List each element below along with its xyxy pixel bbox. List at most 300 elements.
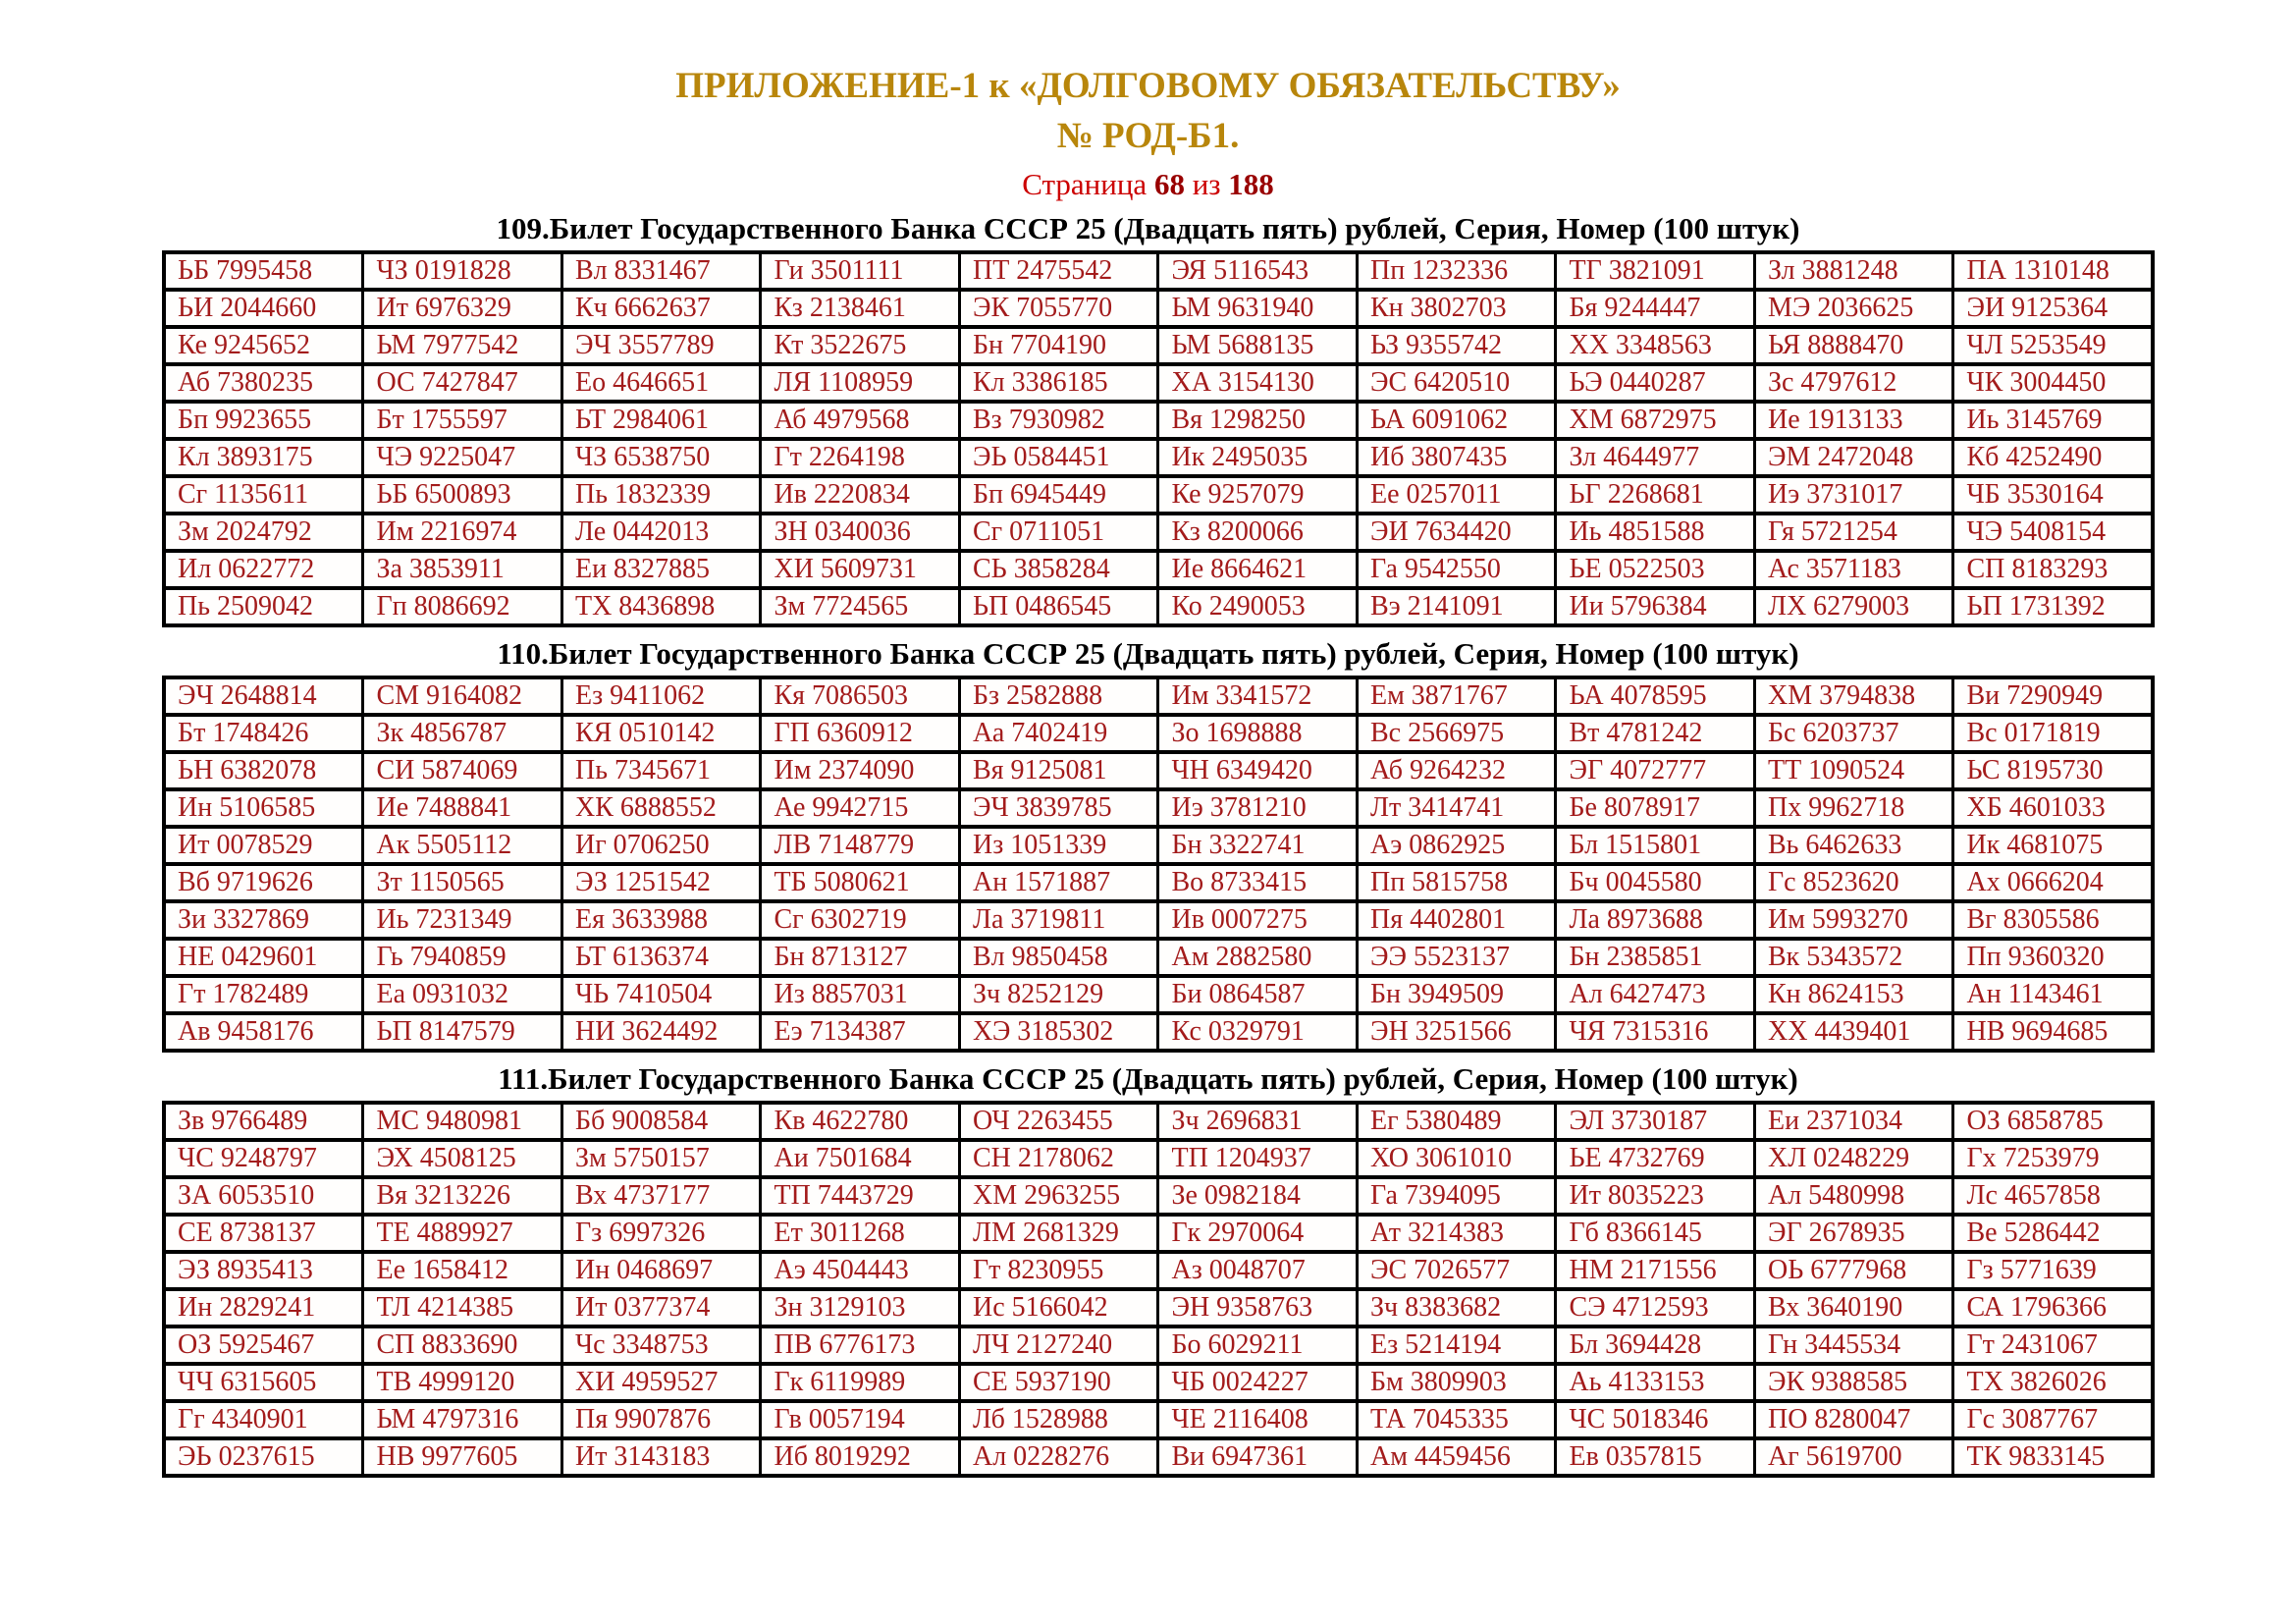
serial-cell: ЬМ 9631940 [1158,290,1358,327]
serial-cell: Бн 3322741 [1158,827,1358,864]
serial-cell: ЧЯ 7315316 [1556,1013,1755,1051]
serial-cell: Бч 0045580 [1556,864,1755,901]
serial-cell: НВ 9977605 [363,1438,562,1476]
serial-cell: Гх 7253979 [1953,1140,2153,1177]
serial-cell: Сг 1135611 [164,476,363,514]
serial-cell: Зт 1150565 [363,864,562,901]
table-row [164,1326,2153,1364]
serial-cell: Гь 7940859 [363,939,562,976]
serial-cell: Бн 8713127 [761,939,960,976]
serial-cell: Ан 1143461 [1953,976,2153,1013]
serial-cell: ЬМ 7977542 [363,327,562,364]
serial-cell: ЛЧ 2127240 [959,1326,1158,1364]
serial-cell: ЬЗ 9355742 [1357,327,1556,364]
serial-cell: Гт 2431067 [1953,1326,2153,1364]
serial-cell: ТА 7045335 [1357,1401,1556,1438]
serial-cell: ЬН 6382078 [164,752,363,789]
serial-cell: ЬМ 5688135 [1158,327,1358,364]
table-row [164,752,2153,789]
serial-cell: ЧС 5018346 [1556,1401,1755,1438]
serial-cell: Ал 6427473 [1556,976,1755,1013]
serial-cell: Ил 0622772 [164,551,363,588]
table-row [164,1252,2153,1289]
serial-cell: Ии 5796384 [1556,588,1755,625]
serial-cell: Иг 0706250 [561,827,761,864]
serial-cell: ЬП 1731392 [1953,588,2153,625]
serial-cell: Гк 6119989 [761,1364,960,1401]
serial-cell: Ит 8035223 [1556,1177,1755,1215]
table-row [164,827,2153,864]
serial-cell: Пь 7345671 [561,752,761,789]
serial-cell: Ам 2882580 [1158,939,1358,976]
serial-cell: ХИ 4959527 [561,1364,761,1401]
serial-cell: Ав 9458176 [164,1013,363,1051]
serial-cell: ЭЗ 8935413 [164,1252,363,1289]
serial-cell: Еи 2371034 [1754,1103,1953,1140]
serial-cell: ХО 3061010 [1357,1140,1556,1177]
serial-cell: Зм 2024792 [164,514,363,551]
serial-cell: Кт 3522675 [761,327,960,364]
serial-cell: ЭЭ 5523137 [1357,939,1556,976]
serial-cell: Ин 2829241 [164,1289,363,1326]
serial-cell: Иь 7231349 [363,901,562,939]
serial-cell: Ги 3501111 [761,252,960,290]
table-row [164,252,2153,290]
serial-cell: Еа 0931032 [363,976,562,1013]
serial-cell: Пх 9962718 [1754,789,1953,827]
serial-cell: Ев 0357815 [1556,1438,1755,1476]
table-row [164,1215,2153,1252]
serial-cell: ЭИ 7634420 [1357,514,1556,551]
serial-cell: Гн 3445534 [1754,1326,1953,1364]
serial-table-109 [162,250,2155,627]
serial-cell: Ах 0666204 [1953,864,2153,901]
serial-cell: Кз 2138461 [761,290,960,327]
serial-cell: ЭС 7026577 [1357,1252,1556,1289]
serial-cell: ЭЛ 3730187 [1556,1103,1755,1140]
serial-cell: Кб 4252490 [1953,439,2153,476]
serial-cell: ЧЕ 2116408 [1158,1401,1358,1438]
table-row [164,789,2153,827]
serial-cell: ЛМ 2681329 [959,1215,1158,1252]
serial-cell: Кн 3802703 [1357,290,1556,327]
serial-cell: Гг 4340901 [164,1401,363,1438]
serial-cell: Ит 0377374 [561,1289,761,1326]
serial-cell: Гб 8366145 [1556,1215,1755,1252]
serial-cell: Зи 3327869 [164,901,363,939]
serial-cell: Вк 5343572 [1754,939,1953,976]
serial-cell: Га 9542550 [1357,551,1556,588]
serial-cell: Гя 5721254 [1754,514,1953,551]
serial-cell: ЬТ 2984061 [561,402,761,439]
serial-cell: Гс 8523620 [1754,864,1953,901]
serial-cell: Вт 4781242 [1556,715,1755,752]
serial-cell: Ис 5166042 [959,1289,1158,1326]
serial-cell: Зв 9766489 [164,1103,363,1140]
serial-cell: Иб 3807435 [1357,439,1556,476]
serial-cell: ЬА 4078595 [1556,677,1755,715]
serial-cell: Иэ 3731017 [1754,476,1953,514]
serial-cell: Из 8857031 [761,976,960,1013]
serial-cell: ХК 6888552 [561,789,761,827]
page-of-word: из [1192,167,1221,201]
serial-cell: ЧЗ 6538750 [561,439,761,476]
serial-cell: Ам 4459456 [1357,1438,1556,1476]
serial-cell: ХМ 6872975 [1556,402,1755,439]
serial-cell: ЬМ 4797316 [363,1401,562,1438]
serial-cell: Вх 3640190 [1754,1289,1953,1326]
serial-cell: Гс 3087767 [1953,1401,2153,1438]
table-row [164,1013,2153,1051]
serial-cell: ЧК 3004450 [1953,364,2153,402]
serial-cell: Бт 1755597 [363,402,562,439]
serial-cell: Иь 3145769 [1953,402,2153,439]
serial-cell: Га 7394095 [1357,1177,1556,1215]
table-row [164,1364,2153,1401]
serial-cell: Зс 4797612 [1754,364,1953,402]
serial-cell: Бл 3694428 [1556,1326,1755,1364]
serial-cell: Бо 6029211 [1158,1326,1358,1364]
serial-cell: Бн 7704190 [959,327,1158,364]
table-row [164,439,2153,476]
serial-cell: ОЗ 6858785 [1953,1103,2153,1140]
table-title-111: 111.Билет Государственного Банка СССР 25 (Двадцать пять) рублей, Серия, Номер (100 штук) [498,1061,1798,1096]
serial-cell: ТП 7443729 [761,1177,960,1215]
serial-cell: Аг 5619700 [1754,1438,1953,1476]
serial-cell: ЭС 6420510 [1357,364,1556,402]
serial-cell: Пп 9360320 [1953,939,2153,976]
serial-cell: СН 2178062 [959,1140,1158,1177]
serial-cell: ТБ 5080621 [761,864,960,901]
serial-cell: Гз 6997326 [561,1215,761,1252]
serial-cell: Ик 4681075 [1953,827,2153,864]
serial-cell: Зл 4644977 [1556,439,1755,476]
serial-cell: ТХ 8436898 [561,588,761,625]
serial-cell: Ак 5505112 [363,827,562,864]
serial-cell: Аа 7402419 [959,715,1158,752]
serial-cell: Кз 8200066 [1158,514,1358,551]
serial-cell: Ив 0007275 [1158,901,1358,939]
serial-cell: Иэ 3781210 [1158,789,1358,827]
serial-cell: Им 2374090 [761,752,960,789]
serial-cell: НВ 9694685 [1953,1013,2153,1051]
serial-cell: Кв 4622780 [761,1103,960,1140]
serial-cell: Лт 3414741 [1357,789,1556,827]
serial-cell: Лб 1528988 [959,1401,1158,1438]
serial-cell: ЭЧ 3557789 [561,327,761,364]
serial-cell: СЕ 8738137 [164,1215,363,1252]
serial-cell: Вг 8305586 [1953,901,2153,939]
serial-cell: Ит 0078529 [164,827,363,864]
serial-cell: ЧН 6349420 [1158,752,1358,789]
serial-cell: Ез 9411062 [561,677,761,715]
serial-cell: Аэ 0862925 [1357,827,1556,864]
serial-cell: Иб 8019292 [761,1438,960,1476]
table-row [164,402,2153,439]
serial-cell: Пь 2509042 [164,588,363,625]
page-word: Страница [1022,167,1148,201]
serial-cell: ЬИ 2044660 [164,290,363,327]
table-row [164,290,2153,327]
serial-cell: ЭГ 2678935 [1754,1215,1953,1252]
serial-cell: ЧБ 3530164 [1953,476,2153,514]
serial-cell: ХХ 4439401 [1754,1013,1953,1051]
serial-cell: ТП 1204937 [1158,1140,1358,1177]
serial-cell: Ко 2490053 [1158,588,1358,625]
serial-cell: Зм 5750157 [561,1140,761,1177]
table-row [164,1140,2153,1177]
serial-cell: ХМ 2963255 [959,1177,1158,1215]
serial-cell: ХБ 4601033 [1953,789,2153,827]
table-row [164,327,2153,364]
serial-cell: Сг 6302719 [761,901,960,939]
serial-cell: ЧЬ 7410504 [561,976,761,1013]
serial-cell: ЧЗ 0191828 [363,252,562,290]
serial-cell: Кн 8624153 [1754,976,1953,1013]
serial-cell: ПТ 2475542 [959,252,1158,290]
serial-cell: Гт 2264198 [761,439,960,476]
serial-cell: Ке 9245652 [164,327,363,364]
serial-cell: ХМ 3794838 [1754,677,1953,715]
serial-cell: Из 1051339 [959,827,1158,864]
serial-cell: Зч 2696831 [1158,1103,1358,1140]
serial-cell: Ви 6947361 [1158,1438,1358,1476]
serial-cell: За 3853911 [363,551,562,588]
serial-cell: ЛВ 7148779 [761,827,960,864]
serial-cell: Бл 1515801 [1556,827,1755,864]
serial-cell: Во 8733415 [1158,864,1358,901]
serial-cell: ТГ 3821091 [1556,252,1755,290]
serial-cell: Иь 4851588 [1556,514,1755,551]
serial-cell: Ан 1571887 [959,864,1158,901]
serial-cell: Ие 8664621 [1158,551,1358,588]
serial-cell: ЧС 9248797 [164,1140,363,1177]
serial-cell: Ет 3011268 [761,1215,960,1252]
serial-cell: Ив 2220834 [761,476,960,514]
serial-cell: ЧБ 0024227 [1158,1364,1358,1401]
serial-cell: ХИ 5609731 [761,551,960,588]
serial-cell: ЧЭ 5408154 [1953,514,2153,551]
serial-cell: Ит 3143183 [561,1438,761,1476]
serial-cell: Им 3341572 [1158,677,1358,715]
serial-cell: Ас 3571183 [1754,551,1953,588]
serial-cell: ХХ 3348563 [1556,327,1755,364]
serial-cell: ЬА 6091062 [1357,402,1556,439]
table-row [164,901,2153,939]
serial-cell: Бм 3809903 [1357,1364,1556,1401]
serial-cell: Вэ 2141091 [1357,588,1556,625]
serial-cell: Гв 0057194 [761,1401,960,1438]
serial-cell: Аб 7380235 [164,364,363,402]
serial-cell: СЕ 5937190 [959,1364,1158,1401]
serial-cell: ОС 7427847 [363,364,562,402]
serial-cell: КЯ 0510142 [561,715,761,752]
table-row [164,551,2153,588]
serial-cell: СП 8833690 [363,1326,562,1364]
serial-cell: ЬП 0486545 [959,588,1158,625]
serial-cell: Аб 9264232 [1357,752,1556,789]
serial-cell: Ик 2495035 [1158,439,1358,476]
serial-cell: ЬЭ 0440287 [1556,364,1755,402]
serial-cell: Аб 4979568 [761,402,960,439]
serial-cell: ЧЧ 6315605 [164,1364,363,1401]
serial-cell: Ал 5480998 [1754,1177,1953,1215]
serial-cell: Кс 0329791 [1158,1013,1358,1051]
serial-cell: Вс 2566975 [1357,715,1556,752]
table-row [164,1177,2153,1215]
serial-cell: ЭН 3251566 [1357,1013,1556,1051]
serial-cell: СИ 5874069 [363,752,562,789]
serial-cell: Би 0864587 [1158,976,1358,1013]
serial-cell: Ин 0468697 [561,1252,761,1289]
serial-cell: Зм 7724565 [761,588,960,625]
serial-cell: Вя 3213226 [363,1177,562,1215]
serial-cell: ЭХ 4508125 [363,1140,562,1177]
serial-cell: Ее 0257011 [1357,476,1556,514]
serial-cell: Вх 4737177 [561,1177,761,1215]
serial-cell: ЛХ 6279003 [1754,588,1953,625]
table-title-110: 110.Билет Государственного Банка СССР 25 (Двадцать пять) рублей, Серия, Номер (100 штук) [497,636,1799,671]
serial-cell: Вь 6462633 [1754,827,1953,864]
page-indicator [0,167,2296,202]
serial-cell: Ео 4646651 [561,364,761,402]
serial-cell: Ае 9942715 [761,789,960,827]
serial-cell: ЬГ 2268681 [1556,476,1755,514]
serial-cell: Вл 9850458 [959,939,1158,976]
serial-cell: Аи 7501684 [761,1140,960,1177]
serial-cell: ОЬ 6777968 [1754,1252,1953,1289]
table-row [164,677,2153,715]
serial-cell: Ве 5286442 [1953,1215,2153,1252]
table-row [164,939,2153,976]
table-row [164,1289,2153,1326]
serial-cell: Аз 0048707 [1158,1252,1358,1289]
table-row [164,1103,2153,1140]
table-row [164,1401,2153,1438]
serial-cell: ЭЗ 1251542 [561,864,761,901]
page-current: 68 [1153,167,1185,201]
serial-cell: ЬЕ 0522503 [1556,551,1755,588]
serial-cell: Ла 3719811 [959,901,1158,939]
serial-cell: Чс 3348753 [561,1326,761,1364]
serial-cell: ХЭ 3185302 [959,1013,1158,1051]
serial-cell: Гп 8086692 [363,588,562,625]
serial-cell: Бс 6203737 [1754,715,1953,752]
serial-cell: Ви 7290949 [1953,677,2153,715]
serial-cell: ЛЯ 1108959 [761,364,960,402]
serial-cell: Ин 5106585 [164,789,363,827]
serial-cell: ЭЬ 0237615 [164,1438,363,1476]
serial-cell: Ит 6976329 [363,290,562,327]
serial-cell: Гз 5771639 [1953,1252,2153,1289]
serial-cell: Аь 4133153 [1556,1364,1755,1401]
serial-cell: Ие 7488841 [363,789,562,827]
serial-cell: Им 5993270 [1754,901,1953,939]
serial-cell: ТЛ 4214385 [363,1289,562,1326]
serial-cell: ЬТ 6136374 [561,939,761,976]
serial-cell: СЬ 3858284 [959,551,1158,588]
serial-cell: Бз 2582888 [959,677,1158,715]
serial-cell: ЭК 7055770 [959,290,1158,327]
serial-cell: Сг 0711051 [959,514,1158,551]
serial-cell: ГП 6360912 [761,715,960,752]
serial-cell: Зк 4856787 [363,715,562,752]
serial-cell: Еи 8327885 [561,551,761,588]
serial-cell: Вя 9125081 [959,752,1158,789]
serial-cell: Зе 0982184 [1158,1177,1358,1215]
serial-cell: Пь 1832339 [561,476,761,514]
serial-cell: ЬЯ 8888470 [1754,327,1953,364]
serial-cell: Ем 3871767 [1357,677,1556,715]
serial-cell: СП 8183293 [1953,551,2153,588]
serial-cell: НМ 2171556 [1556,1252,1755,1289]
serial-cell: Пп 5815758 [1357,864,1556,901]
serial-cell: Пя 9907876 [561,1401,761,1438]
serial-cell: Ат 3214383 [1357,1215,1556,1252]
serial-cell: ЗА 6053510 [164,1177,363,1215]
table-row [164,715,2153,752]
serial-cell: ЭЧ 3839785 [959,789,1158,827]
serial-cell: ЬП 8147579 [363,1013,562,1051]
table-row [164,476,2153,514]
serial-cell: ХЛ 0248229 [1754,1140,1953,1177]
serial-cell: НЕ 0429601 [164,939,363,976]
table-title-109: 109.Билет Государственного Банка СССР 25 (Двадцать пять) рублей, Серия, Номер (100 штук) [496,211,1800,245]
serial-cell: СЭ 4712593 [1556,1289,1755,1326]
serial-cell: Гт 8230955 [959,1252,1158,1289]
serial-cell: Кя 7086503 [761,677,960,715]
serial-cell: Вл 8331467 [561,252,761,290]
serial-cell: Зн 3129103 [761,1289,960,1326]
table-row [164,588,2153,625]
serial-cell: Еэ 7134387 [761,1013,960,1051]
serial-cell: Зо 1698888 [1158,715,1358,752]
serial-cell: ТК 9833145 [1953,1438,2153,1476]
serial-cell: ЭМ 2472048 [1754,439,1953,476]
serial-cell: Зл 3881248 [1754,252,1953,290]
serial-cell: ПО 8280047 [1754,1401,1953,1438]
serial-cell: ЬБ 7995458 [164,252,363,290]
serial-cell: ЭИ 9125364 [1953,290,2153,327]
serial-cell: МС 9480981 [363,1103,562,1140]
serial-cell: ЗН 0340036 [761,514,960,551]
table-row [164,514,2153,551]
document-number: № РОД-Б1. [1056,116,1240,156]
serial-cell: Ег 5380489 [1357,1103,1556,1140]
serial-cell: ТТ 1090524 [1754,752,1953,789]
serial-cell: Лс 4657858 [1953,1177,2153,1215]
serial-cell: Бн 2385851 [1556,939,1755,976]
serial-cell: Пп 1232336 [1357,252,1556,290]
serial-cell: Бп 9923655 [164,402,363,439]
serial-cell: ХА 3154130 [1158,364,1358,402]
serial-cell: Гт 1782489 [164,976,363,1013]
serial-cell: Ее 1658412 [363,1252,562,1289]
serial-cell: ЭГ 4072777 [1556,752,1755,789]
serial-cell: Зч 8252129 [959,976,1158,1013]
serial-cell: ЧЭ 9225047 [363,439,562,476]
serial-cell: Кл 3386185 [959,364,1158,402]
serial-cell: ТЕ 4889927 [363,1215,562,1252]
serial-cell: Вя 1298250 [1158,402,1358,439]
serial-cell: Ез 5214194 [1357,1326,1556,1364]
serial-cell: ЬЕ 4732769 [1556,1140,1755,1177]
serial-table-111 [162,1101,2155,1478]
serial-cell: Бп 6945449 [959,476,1158,514]
serial-cell: Бб 9008584 [561,1103,761,1140]
serial-cell: Пя 4402801 [1357,901,1556,939]
serial-cell: Бе 8078917 [1556,789,1755,827]
